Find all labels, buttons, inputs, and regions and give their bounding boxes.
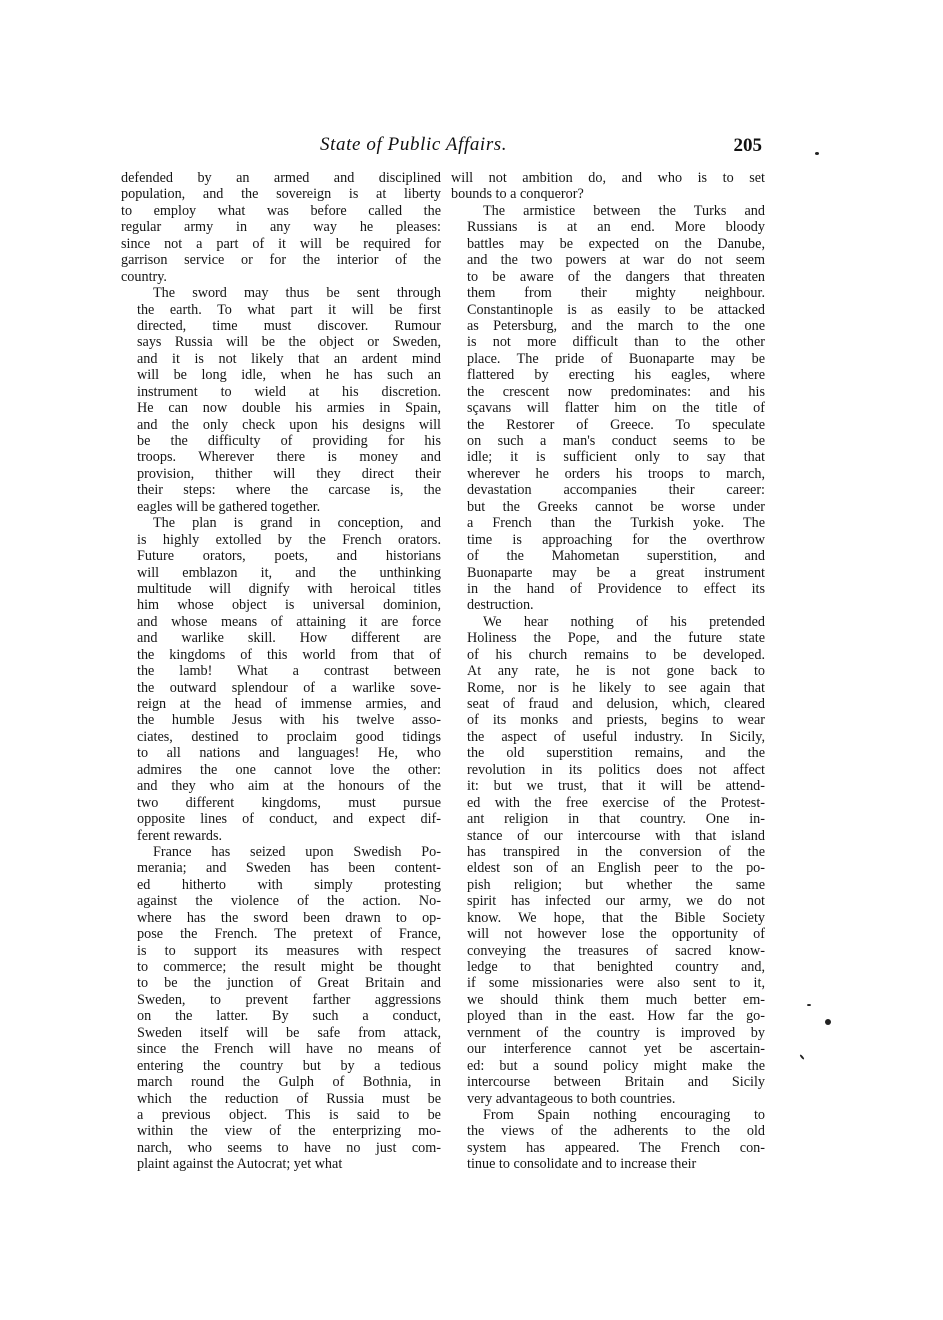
text-line: pose the French. The pretext of France, — [137, 926, 441, 943]
scan-speck — [807, 1004, 811, 1006]
text-line: The sword may thus be sent through — [153, 285, 441, 302]
right-column-paragraph — [451, 614, 765, 1107]
text-line: of his church remains to be developed. — [467, 646, 765, 663]
text-line: we should think them much better em- — [467, 991, 765, 1008]
text-line: if some missionaries were also sent to it, — [467, 975, 765, 992]
text-line: eagles will be gathered together. — [137, 498, 321, 515]
text-line: revolution in its politics does not affect — [467, 761, 765, 778]
text-line: flattered by erecting his eagles, where — [467, 367, 765, 384]
text-line: defended by an armed and disciplined — [121, 170, 441, 186]
text-line: very advantageous to both countries. — [467, 1090, 676, 1107]
text-line: be the difficulty of providing for his — [137, 433, 441, 449]
text-line: bounds to a conqueror? — [451, 186, 584, 203]
text-line: will emblazon it, and the unthinking — [137, 564, 441, 581]
text-line: the kingdoms of this world from that of — [137, 646, 441, 663]
text-line: He can now double his armies in Spain, — [137, 400, 441, 417]
text-line: Buonaparte may be a great instrument — [467, 564, 765, 581]
text-line: destruction. — [467, 597, 534, 614]
text-line: our interference cannot yet be ascertain- — [467, 1041, 765, 1058]
scan-speck — [799, 1054, 804, 1060]
text-line: sçavans will flatter him on the title of — [467, 400, 765, 417]
left-column-paragraph — [121, 515, 441, 844]
text-line: Sweden itself will be safe from attack, — [137, 1024, 441, 1041]
right-column-paragraph — [451, 170, 765, 203]
running-title: State of Public Affairs. — [320, 134, 508, 155]
text-line: country. — [121, 268, 167, 285]
text-line: ed hitherto with simply protesting — [137, 876, 441, 893]
text-line: reign at the head of immense armies, and — [137, 696, 441, 712]
text-line: entering the country but by a tedious — [137, 1057, 441, 1074]
text-line: troops. Wherever there is money and — [137, 449, 441, 466]
text-line: the aspect of useful industry. In Sicily, — [467, 728, 765, 745]
text-line: ferent rewards. — [137, 827, 223, 844]
text-line: and the only check upon his designs will — [137, 416, 441, 433]
text-line: will not however lose the opportunity of — [467, 926, 765, 943]
text-line: admires the one cannot love the other: — [137, 761, 441, 778]
text-line: stance of our intercourse with that island — [467, 827, 765, 844]
text-line: battles may be expected on the Danube, — [467, 235, 765, 252]
text-line: has transpired in the conversion of the — [467, 843, 765, 860]
text-line: the lamb! What a contrast between — [137, 663, 441, 680]
text-line: their steps: where the carcase is, the — [137, 482, 441, 499]
text-line: narch, who seems to have no just com- — [137, 1139, 441, 1156]
left-column-paragraph — [121, 170, 441, 285]
right-column — [451, 170, 765, 1173]
text-line: is highly extolled by the French orators. — [137, 531, 441, 548]
text-line: to commerce; the result might be thought — [137, 959, 441, 975]
text-line: instrument to wield at his discretion. — [137, 383, 441, 400]
text-line: The armistice between the Turks and — [483, 202, 765, 219]
text-line: ed: but a sound policy might make the — [467, 1057, 765, 1074]
text-line: where has the sword been drawn to op- — [137, 909, 441, 926]
text-line: the humble Jesus with his twelve asso- — [137, 712, 441, 729]
text-line: in the hand of Providence to effect its — [467, 580, 765, 597]
text-line: tinue to consolidate and to increase their — [467, 1156, 697, 1173]
text-line: merania; and Sweden has been content- — [137, 860, 441, 877]
text-line: France has seized upon Swedish Po- — [153, 843, 441, 860]
text-line: multitude will dignify with heroical titles — [137, 580, 441, 597]
text-line: garrison service or for the interior of the — [121, 252, 441, 269]
text-line: ployed than in the east. How far the go- — [467, 1008, 765, 1025]
text-line: which the reduction of Russia must be — [137, 1090, 441, 1107]
text-line: Rome, nor is he likely to see again that — [467, 679, 765, 696]
text-line: will be long idle, when he has such an — [137, 367, 441, 384]
text-line: eldest son of an English peer to the po- — [467, 860, 765, 877]
text-line: him whose object is universal dominion, — [137, 597, 441, 614]
text-line: Future orators, poets, and historians — [137, 548, 441, 565]
text-line: since the French will have no means of — [137, 1041, 441, 1058]
text-line: is to support its measures with respect — [137, 942, 441, 959]
text-line: to employ what was before called the — [121, 202, 441, 219]
text-line: the outward splendour of a warlike sove- — [137, 679, 441, 696]
text-line: a French than the Turkish yoke. The — [467, 515, 765, 532]
scan-speck — [825, 1019, 831, 1025]
text-line: is not more difficult than to the other — [467, 334, 765, 351]
text-line: against the violence of the action. No- — [137, 893, 441, 910]
text-line: time is approaching for the overthrow — [467, 531, 765, 548]
text-line: seat of fraud and delusion, which, cleared — [467, 696, 765, 712]
text-line: ciates, destined to proclaim good tidings — [137, 728, 441, 745]
text-line: plaint against the Autocrat; yet what — [137, 1156, 343, 1173]
text-line: to be aware of the dangers that threaten — [467, 268, 765, 285]
right-column-paragraph — [451, 203, 765, 614]
text-line: We hear nothing of his pretended — [483, 613, 765, 630]
text-line: them from their mighty neighbour. — [467, 285, 765, 302]
text-line: within the view of the enterprizing mo- — [137, 1123, 441, 1140]
text-line: ledge to that benighted country and, — [467, 959, 765, 975]
scan-speck — [815, 152, 819, 155]
text-line: and whose means of attaining it are force — [137, 613, 441, 630]
text-line: intercourse between Britain and Sicily — [467, 1074, 765, 1091]
text-line: of the Mahometan superstition, and — [467, 548, 765, 565]
text-line: ed with the free exercise of the Protest- — [467, 794, 765, 811]
text-line: the Restorer of Greece. To speculate — [467, 416, 765, 433]
text-line: and they who aim at the honours of the — [137, 778, 441, 795]
text-line: it: but we trust, that it will be attend- — [467, 778, 765, 795]
text-line: to all nations and languages! He, who — [137, 745, 441, 762]
text-line: conveying the treasures of sacred know- — [467, 942, 765, 959]
text-line: as Petersburg, and the march to the one — [467, 317, 765, 334]
text-line: will not ambition do, and who is to set — [451, 170, 765, 186]
text-line: to be the junction of Great Britain and — [137, 975, 441, 992]
text-line: Holiness the Pope, and the future state — [467, 630, 765, 647]
text-line: opposite lines of conduct, and expect dif- — [137, 811, 441, 828]
text-line: a previous object. This is said to be — [137, 1106, 441, 1123]
text-line: the earth. To what part it will be first — [137, 301, 441, 318]
text-line: but the Greeks cannot be worse under — [467, 498, 765, 515]
text-line: Russians is at an end. More bloody — [467, 219, 765, 236]
text-line: since not a part of it will be required for — [121, 235, 441, 252]
text-line: and it is not likely that an ardent mind — [137, 350, 441, 367]
text-line: place. The pride of Buonaparte may be — [467, 350, 765, 367]
text-line: wherever he orders his troops to march, — [467, 465, 765, 482]
text-line: At any rate, he is not gone back to — [467, 663, 765, 680]
text-line: population, and the sovereign is at liberty — [121, 186, 441, 203]
text-line: From Spain nothing encouraging to — [483, 1106, 765, 1123]
left-column-paragraph — [121, 844, 441, 1173]
text-line: of its monks and priests, begins to wear — [467, 712, 765, 729]
text-line: the old superstition remains, and the — [467, 745, 765, 762]
text-line: on such a man's conduct seems to be — [467, 433, 765, 449]
text-line: Sweden, to prevent farther aggressions — [137, 991, 441, 1008]
text-line: pish religion; but whether the same — [467, 876, 765, 893]
text-line: system has appeared. The French con- — [467, 1139, 765, 1156]
page-number: 205 — [733, 135, 762, 156]
text-line: and warlike skill. How different are — [137, 630, 441, 647]
text-line: and the two powers at war do not seem — [467, 252, 765, 269]
text-line: march round the Gulph of Bothnia, in — [137, 1074, 441, 1091]
text-line: the crescent now predominates: and his — [467, 383, 765, 400]
text-line: vernment of the country is improved by — [467, 1024, 765, 1041]
text-line: spirit has infected our army, we do not — [467, 893, 765, 910]
text-line: idle; it is sufficient only to say that — [467, 449, 765, 466]
text-line: on the latter. By such a conduct, — [137, 1008, 441, 1025]
text-line: directed, time must discover. Rumour — [137, 317, 441, 334]
text-line: regular army in any way he pleases: — [121, 219, 441, 236]
text-line: two different kingdoms, must pursue — [137, 794, 441, 811]
text-line: devastation accompanies their career: — [467, 482, 765, 499]
left-column-paragraph — [121, 285, 441, 515]
text-line: the views of the adherents to the old — [467, 1123, 765, 1140]
text-line: The plan is grand in conception, and — [153, 515, 441, 532]
text-line: says Russia will be the object or Sweden, — [137, 334, 441, 351]
text-line: know. We hope, that the Bible Society — [467, 909, 765, 926]
text-line: provision, thither will they direct their — [137, 465, 441, 482]
page-header — [118, 134, 766, 164]
text-line: Constantinople is as easily to be attacked — [467, 301, 765, 318]
right-column-paragraph — [451, 1107, 765, 1173]
left-column — [121, 170, 441, 1173]
text-line: ant religion in that country. One in- — [467, 811, 765, 828]
